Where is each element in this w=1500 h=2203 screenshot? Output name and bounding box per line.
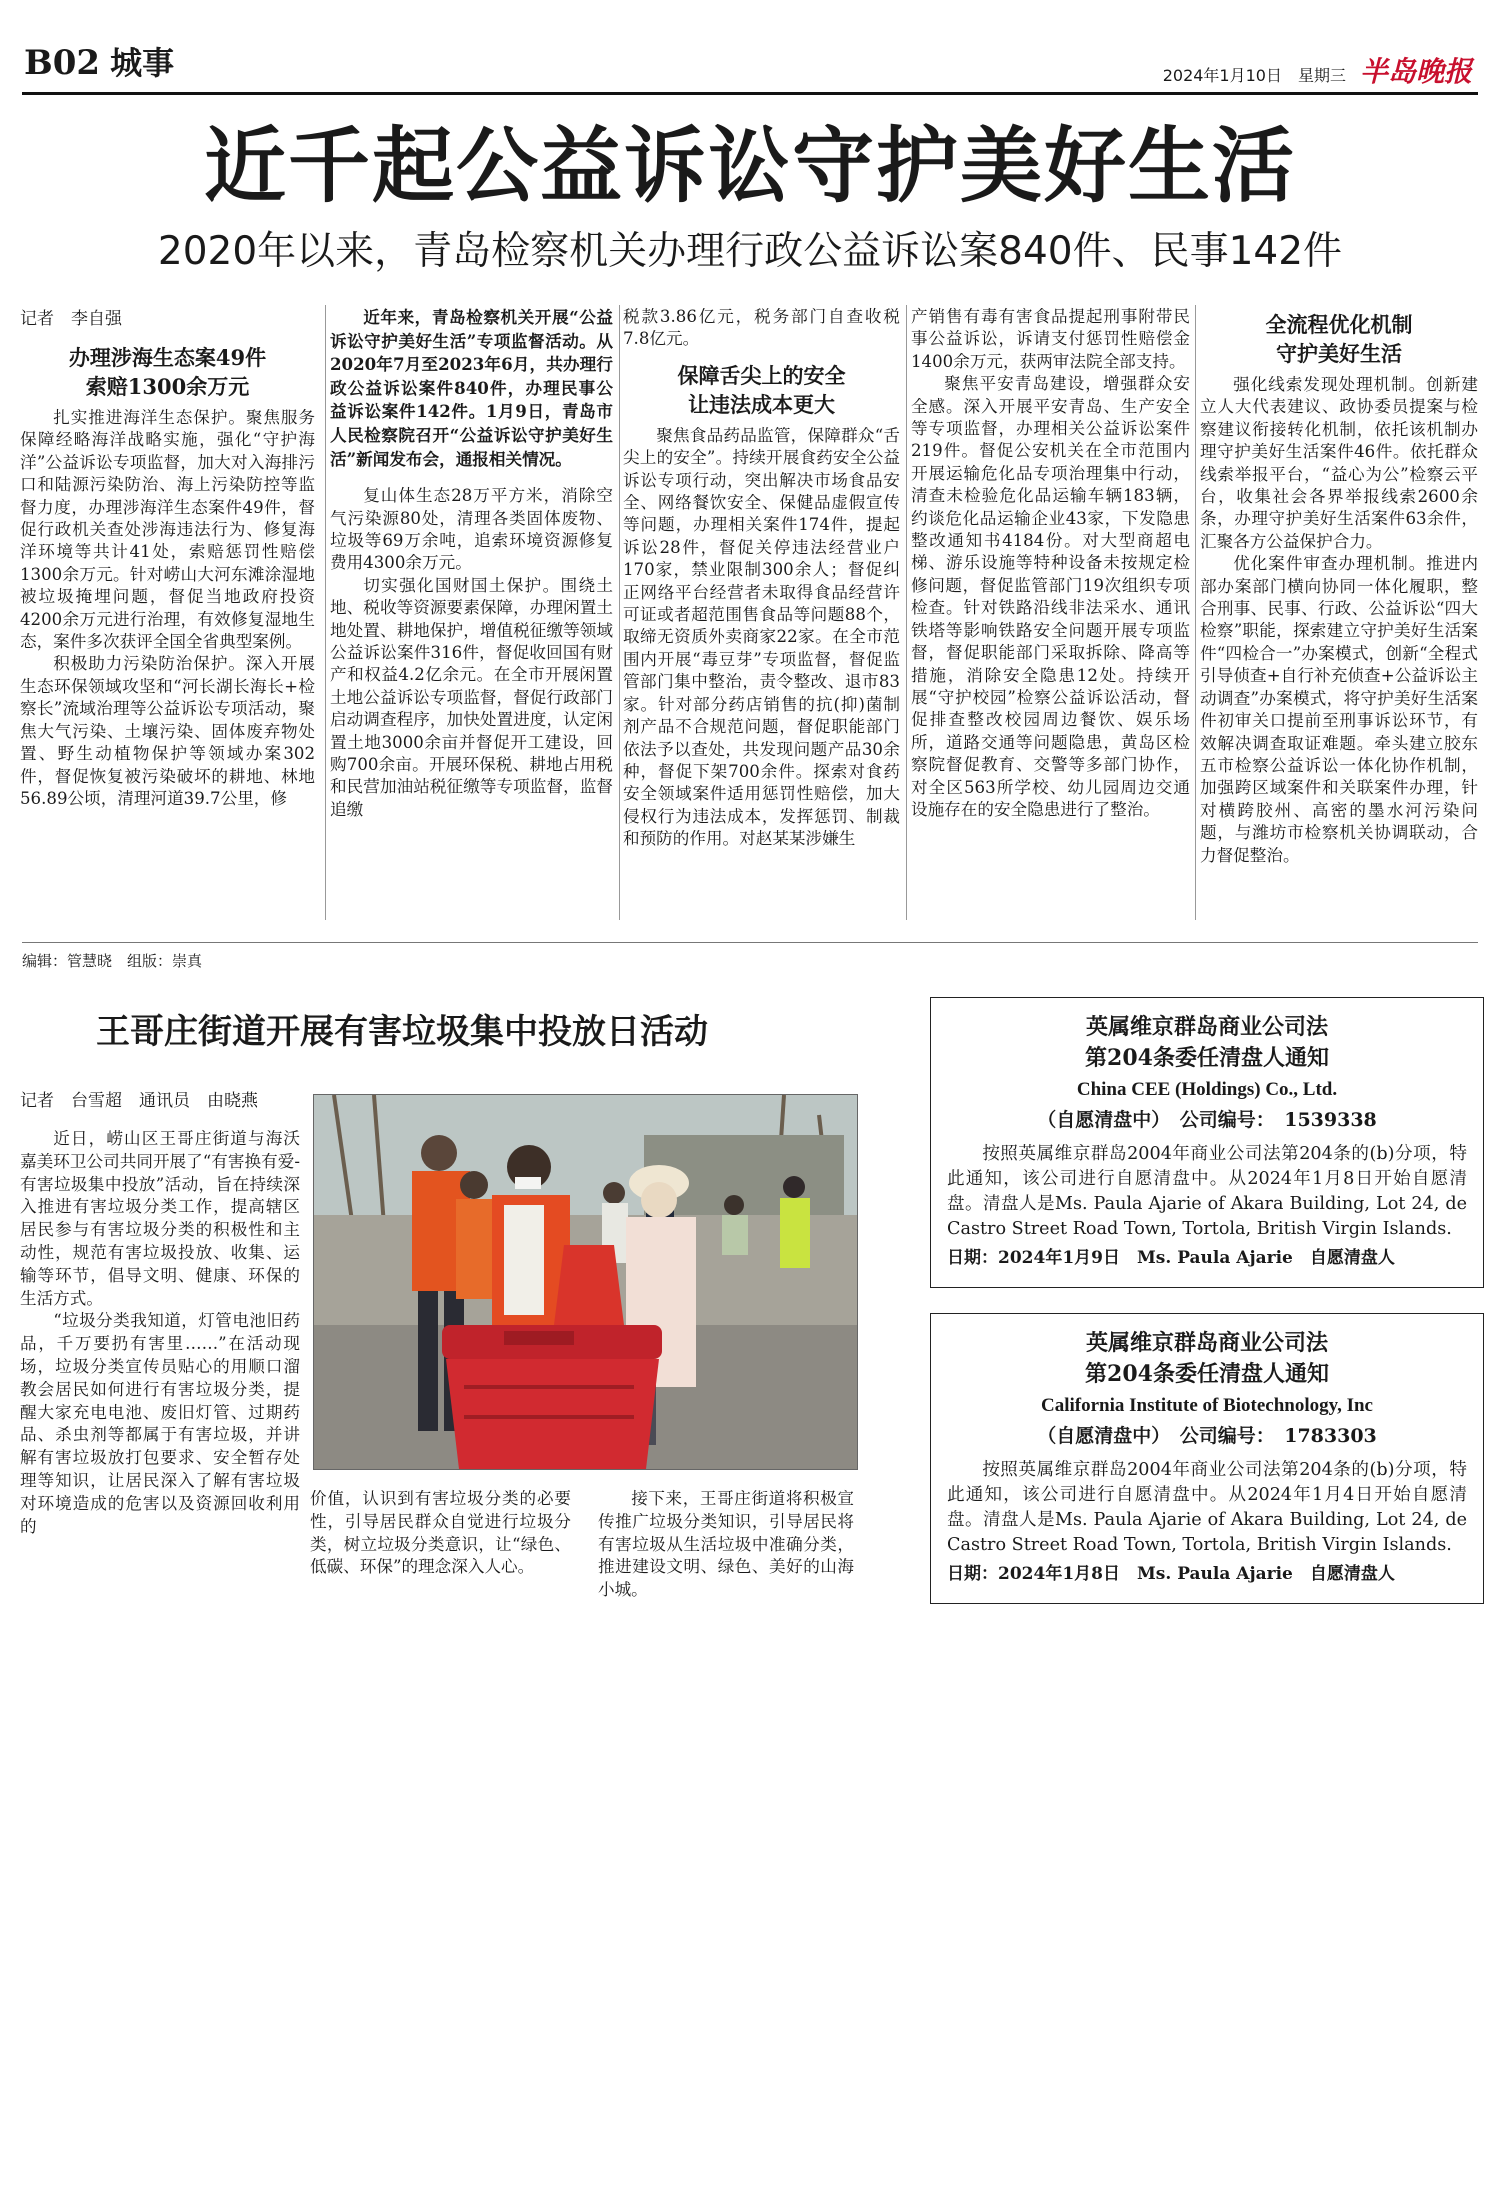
issue-date: 2024年1月10日 [1162, 66, 1282, 85]
issue-weekday: 星期三 [1297, 66, 1346, 85]
lead-headline [0, 118, 1500, 278]
paragraph: 积极助力污染防治保护。深入开展生态环保领域攻坚和“河长湖长海长+检察长”流域治理等公益诉讼专项活动，聚焦大气污染、土壤污染、固体废弃物处置、野生动植物保护等领域办案302件，督促恢复被污染破坏的耕地、林地56.89公顷，清理河道39.7公里，修 [20, 654, 315, 808]
second-byline: 记者 台雪超 通讯员 由晓燕 [20, 1091, 258, 1111]
section-heading: 全流程优化机制 守护美好生活 [1265, 312, 1413, 366]
notice-signature: 日期：2024年1月8日 Ms. Paula Ajarie 自愿清盘人 [947, 1564, 1395, 1584]
notice-body: 按照英属维京群岛2004年商业公司法第204条的(b)分项，特此通知，该公司进行自愿清盘中。从2024年1月8日开始自愿清盘。清盘人是Ms. Paula Ajarie of Akara Building, Lot 24, de Castro Street Road Town, Tortola, British Virgin Islands. [947, 1144, 1467, 1239]
lead-column-2 [330, 306, 613, 920]
paragraph: 聚焦食品药品监管，保障群众“舌尖上的安全”。持续开展食药安全公益诉讼专项行动，突出解决市场食品安全、网络餐饮安全、保健品虚假宣传等问题，办理相关案件174件，提起诉讼28件，督促关停违法经营业户170家，禁业限制300余人；督促纠正网络平台经营者未取得食品经营许可证或者超范围售食品等问题88个，取缔无资质外卖商家22家。在全市范围内开展“毒豆芽”专项监督，督促监管部门集中整治，责令整改、退市83家。针对部分药店销售的抗(抑)菌制剂产品不合规范问题，督促职能部门依法予以查处，共发现问题产品30余种，督促下架700余件。探索对食药安全领域案件适用惩罚性赔偿，加大侵权行为违法成本，发挥惩罚、制裁和预防的作用。对赵某某涉嫌生 [623, 425, 900, 849]
section-rule [22, 942, 1478, 943]
editors-credit: 编辑：管慧晓 组版：崇真 [22, 952, 203, 970]
paper-logo: 半岛晚报 [1359, 55, 1472, 88]
column-divider [325, 305, 326, 920]
paragraph: 近日，崂山区王哥庄街道与海沃嘉美环卫公司共同开展了“有害换有爱-有害垃圾集中投放”活动，旨在持续深入推进有害垃圾分类工作，提高辖区居民参与有害垃圾分类的积极性和主动性，规范有害垃圾投放、收集、运输等环节，倡导文明、健康、环保的生活方式。 [20, 1129, 300, 1308]
notice-title: 英属维京群岛商业公司法 [1085, 1014, 1328, 1040]
liquidation-notice [930, 1313, 1484, 1604]
section-heading: 保障舌尖上的安全 让违法成本更大 [677, 362, 846, 417]
notice-body: 按照英属维京群岛2004年商业公司法第204条的(b)分项，特此通知，该公司进行自愿清盘中。从2024年1月4日开始自愿清盘。清盘人是Ms. Paula Ajarie of Akara Building, Lot 24, de Castro Street Road Town, Tortola, British Virgin Islands. [947, 1460, 1467, 1555]
paragraph: 优化案件审查办理机制。推进内部办案部门横向协同一体化履职，整合刑事、民事、行政、公益诉讼“四大检察”职能，探索建立守护美好生活案件“四检合一”办案模式，创新“全程式引导侦查+自行补充侦查+公益诉讼主动调查”办案模式，将守护美好生活案件初审关口提前至刑事诉讼环节，有效解决调查取证难题。牵头建立胶东五市检察公益诉讼一体化协作机制，加强跨区域案件和关联案件办理，针对横跨胶州、高密的墨水河污染问题，与潍坊市检察机关协调联动，合力督促整治。 [1200, 554, 1478, 865]
page-header [24, 38, 174, 84]
event-photo-illustration [314, 1095, 857, 1469]
paragraph: “垃圾分类我知道，灯管电池旧药品，千万要扔有害里……”在活动现场，垃圾分类宣传员贴心的用顺口溜教会居民如何进行有害垃圾分类，提醒大家充电电池、废旧灯管、过期药品、杀虫剂等都属于有害垃圾，并讲解有害垃圾放打包要求、安全暂存处理等知识，让居民深入了解有害垃圾对环境造成的危害以及资源回收利用的 [20, 1311, 300, 1536]
notice-title: 英属维京群岛商业公司法 [1085, 1330, 1328, 1356]
page-number: B02 [24, 43, 101, 83]
lead-column-4 [911, 306, 1190, 920]
column-divider [906, 305, 907, 920]
second-column-3 [598, 1488, 854, 1618]
notice-company: China CEE (Holdings) Co., Ltd. [1076, 1079, 1338, 1100]
paragraph: 接下来，王哥庄街道将积极宣传推广垃圾分类知识，引导居民将有害垃圾从生活垃圾中准确分类，推进建设文明、绿色、美好的山海小城。 [598, 1489, 854, 1600]
lead-title: 近千起公益诉讼守护美好生活 [203, 118, 1296, 214]
lead-column-5 [1200, 306, 1478, 920]
lead-byline: 记者 李自强 [20, 309, 122, 329]
paragraph: 聚焦平安青岛建设，增强群众安全感。深入开展平安青岛、生产安全等专项监督，办理相关公益诉讼案件219件。督促公安机关在全市范围内开展运输危化品专项治理集中行动，清查未检验危化品运输车辆183辆，约谈危化品运输企业43家，下发隐患整改通知书4184份。对大型商超电梯、游乐设施等特种设备未按规定检修问题，督促监管部门19次组织专项检查。针对铁路沿线非法采水、通讯铁塔等影响铁路安全问题开展专项监督，督促职能部门采取拆除、降高等措施，消除安全隐患12处。持续开展“守护校园”检察公益诉讼活动，督促排查整改校园周边餐饮、娱乐场所，道路交通等问题隐患，黄岛区检察院督促教育、交警等多部门协作，对全区563所学校、幼儿园周边交通设施存在的安全隐患进行了整治。 [911, 374, 1190, 819]
notice-company-status: （自愿清盘中） 公司编号： 1539338 [1037, 1109, 1377, 1131]
paragraph: 产销售有毒有害食品提起刑事附带民事公益诉讼，诉请支付惩罚性赔偿金1400余万元，获两审法院全部支持。 [911, 307, 1190, 371]
paragraph: 税款3.86亿元，税务部门自查收税7.8亿元。 [623, 307, 900, 349]
liquidation-notice [930, 997, 1484, 1288]
paragraph: 强化线索发现处理机制。创新建立人大代表建议、政协委员提案与检察建议衔接转化机制，依托该机制办理守护美好生活案件46件。依托群众线索举报平台，“益心为公”检察云平台，收集社会各界举报线索2600余条，办理守护美好生活案件63余件，汇聚各方公益保护合力。 [1200, 375, 1478, 551]
notice-company: California Institute of Biotechnology, Inc [1041, 1395, 1373, 1416]
paragraph: 切实强化国财国土保护。围绕土地、税收等资源要素保障，办理闲置土地处置、耕地保护，增值税征缴等领域公益诉讼案件316件，督促收回国有财产和权益4.2亿余元。在全市开展闲置土地公益诉讼专项监督，督促行政部门启动调查程序，加快处置进度，认定闲置土地3000余亩并督促开工建设，回购700余亩。开展环保税、耕地占用税和民营加油站税征缴等专项监督，监督追缴 [330, 575, 613, 819]
paragraph: 复山体生态28万平方米，消除空气污染源80处，清理各类固体废物、垃圾等69万余吨，追索环境资源修复费用4300余万元。 [330, 486, 613, 573]
second-column-1 [20, 1128, 300, 1620]
notice-company-status: （自愿清盘中） 公司编号： 1783303 [1037, 1425, 1377, 1447]
section-name: 城事 [110, 44, 175, 82]
header-rule [22, 92, 1478, 95]
section-heading: 办理涉海生态案49件 索赔1300余万元 [68, 345, 267, 399]
event-photo [313, 1094, 858, 1470]
lead-intro: 近年来，青岛检察机关开展“公益诉讼守护美好生活”专项监督活动。从2020年7月至2023年6月，共办理行政公益诉讼案件840件，办理民事公益诉讼案件142件。1月9日，青岛市人民检察院召开“公益诉讼守护美好生活”新闻发布会，通报相关情况。 [330, 307, 613, 469]
second-title: 王哥庄街道开展有害垃圾集中投放日活动 [96, 1012, 708, 1052]
notice-title: 第204条委任清盘人通知 [1085, 1045, 1329, 1071]
notice-signature: 日期：2024年1月9日 Ms. Paula Ajarie 自愿清盘人 [947, 1248, 1395, 1268]
column-divider [619, 305, 620, 920]
column-divider [1195, 305, 1196, 920]
notice-title: 第204条委任清盘人通知 [1085, 1361, 1329, 1387]
lead-column-1 [20, 304, 315, 920]
paragraph: 扎实推进海洋生态保护。聚焦服务保障经略海洋战略实施，强化“守护海洋”公益诉讼专项监督，加大对入海排污口和陆源污染防治、海上污染防控等监督力度，办理涉海洋生态案件49件，督促行政机关查处涉海违法行为、修复海洋环境等共计41处，索赔惩罚性赔偿1300余万元。针对崂山大河东滩涂湿地被垃圾掩埋问题，督促当地政府投资4200余万元进行治理，有效修复湿地生态，案件多次获评全国全省典型案例。 [20, 408, 315, 652]
second-column-2 [310, 1488, 571, 1618]
paragraph: 价值，认识到有害垃圾分类的必要性，引导居民群众自觉进行垃圾分类，树立垃圾分类意识，让“绿色、低碳、环保”的理念深入人心。 [310, 1489, 571, 1577]
lead-column-3 [623, 306, 900, 920]
issue-info [1163, 50, 1472, 90]
lead-subtitle: 2020年以来，青岛检察机关办理行政公益诉讼案840件、民事142件 [157, 229, 1343, 274]
